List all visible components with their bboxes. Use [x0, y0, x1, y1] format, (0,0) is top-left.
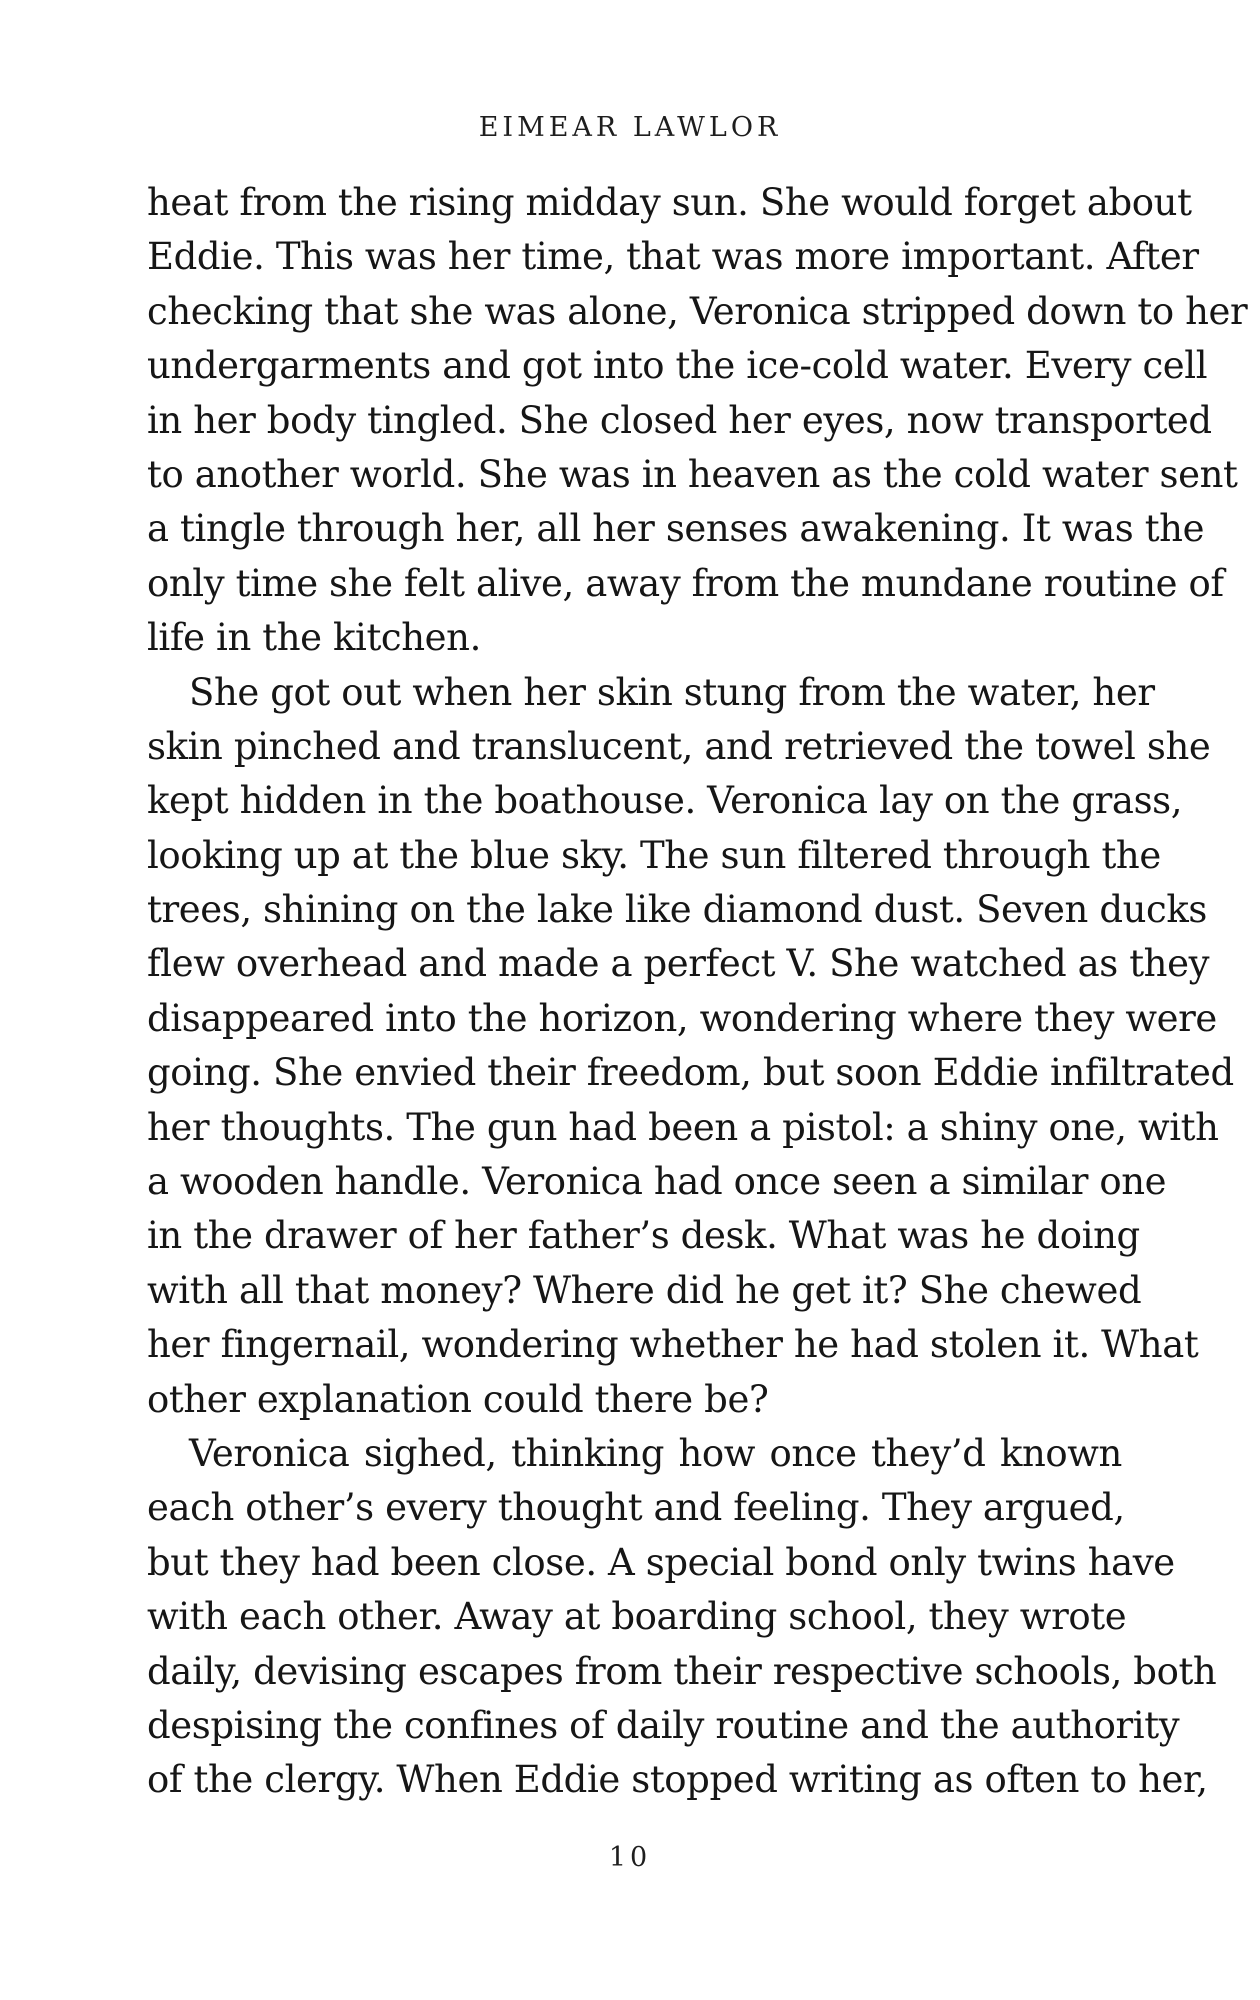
text-line: with all that money? Where did he get it? She chewed — [147, 1268, 1142, 1312]
text-line: in the drawer of her father’s desk. What was he doing — [147, 1214, 1140, 1258]
text-line: Veronica sighed, thinking how once they’d known — [189, 1431, 1122, 1475]
text-line: but they had been close. A special bond only twins have — [147, 1540, 1175, 1584]
text-line: kept hidden in the boathouse. Veronica lay on the grass, — [147, 779, 1183, 823]
text-line: each other’s every thought and feeling. They argued, — [147, 1486, 1125, 1530]
text-line: despising the confines of daily routine and the authority — [147, 1703, 1180, 1747]
text-line: checking that she was alone, Veronica stripped down to her — [147, 289, 1248, 333]
text-line: of the clergy. When Eddie stopped writing as often to her, — [147, 1758, 1208, 1802]
text-line: other explanation could there be? — [147, 1377, 769, 1421]
body-text — [147, 176, 1248, 1808]
text-line: a wooden handle. Veronica had once seen a similar one — [147, 1160, 1167, 1204]
text-line: skin pinched and translucent, and retrieved the towel she — [147, 724, 1211, 768]
text-line: only time she felt alive, away from the mundane routine of — [147, 561, 1224, 605]
text-line: going. She envied their freedom, but soon Eddie infiltrated — [147, 1051, 1234, 1095]
text-line: in her body tingled. She closed her eyes, now transported — [147, 398, 1212, 442]
text-line: heat from the rising midday sun. She would forget about — [147, 181, 1192, 224]
page-number: 10 — [608, 1842, 652, 1873]
running-head: EIMEAR LAWLOR — [478, 112, 782, 143]
text-line: trees, shining on the lake like diamond dust. Seven ducks — [147, 888, 1207, 932]
text-line: with each other. Away at boarding school, they wrote — [147, 1595, 1127, 1639]
text-line: undergarments and got into the ice-cold water. Every cell — [147, 344, 1208, 388]
text-line: disappeared into the horizon, wondering where they were — [147, 996, 1217, 1040]
text-line: Eddie. This was her time, that was more important. After — [147, 235, 1199, 279]
text-line: She got out when her skin stung from the water, her — [189, 670, 1155, 714]
text-line: flew overhead and made a perfect V. She watched as they — [147, 942, 1210, 986]
text-line: a tingle through her, all her senses awakening. It was the — [147, 507, 1205, 551]
text-line: to another world. She was in heaven as the cold water sent — [147, 452, 1238, 496]
text-line: her thoughts. The gun had been a pistol: a shiny one, with — [147, 1105, 1219, 1149]
text-line: daily, devising escapes from their respective schools, both — [147, 1649, 1217, 1693]
text-line: life in the kitchen. — [147, 616, 481, 660]
text-line: looking up at the blue sky. The sun filtered through the — [147, 833, 1161, 877]
text-line: her fingernail, wondering whether he had stolen it. What — [147, 1323, 1199, 1367]
